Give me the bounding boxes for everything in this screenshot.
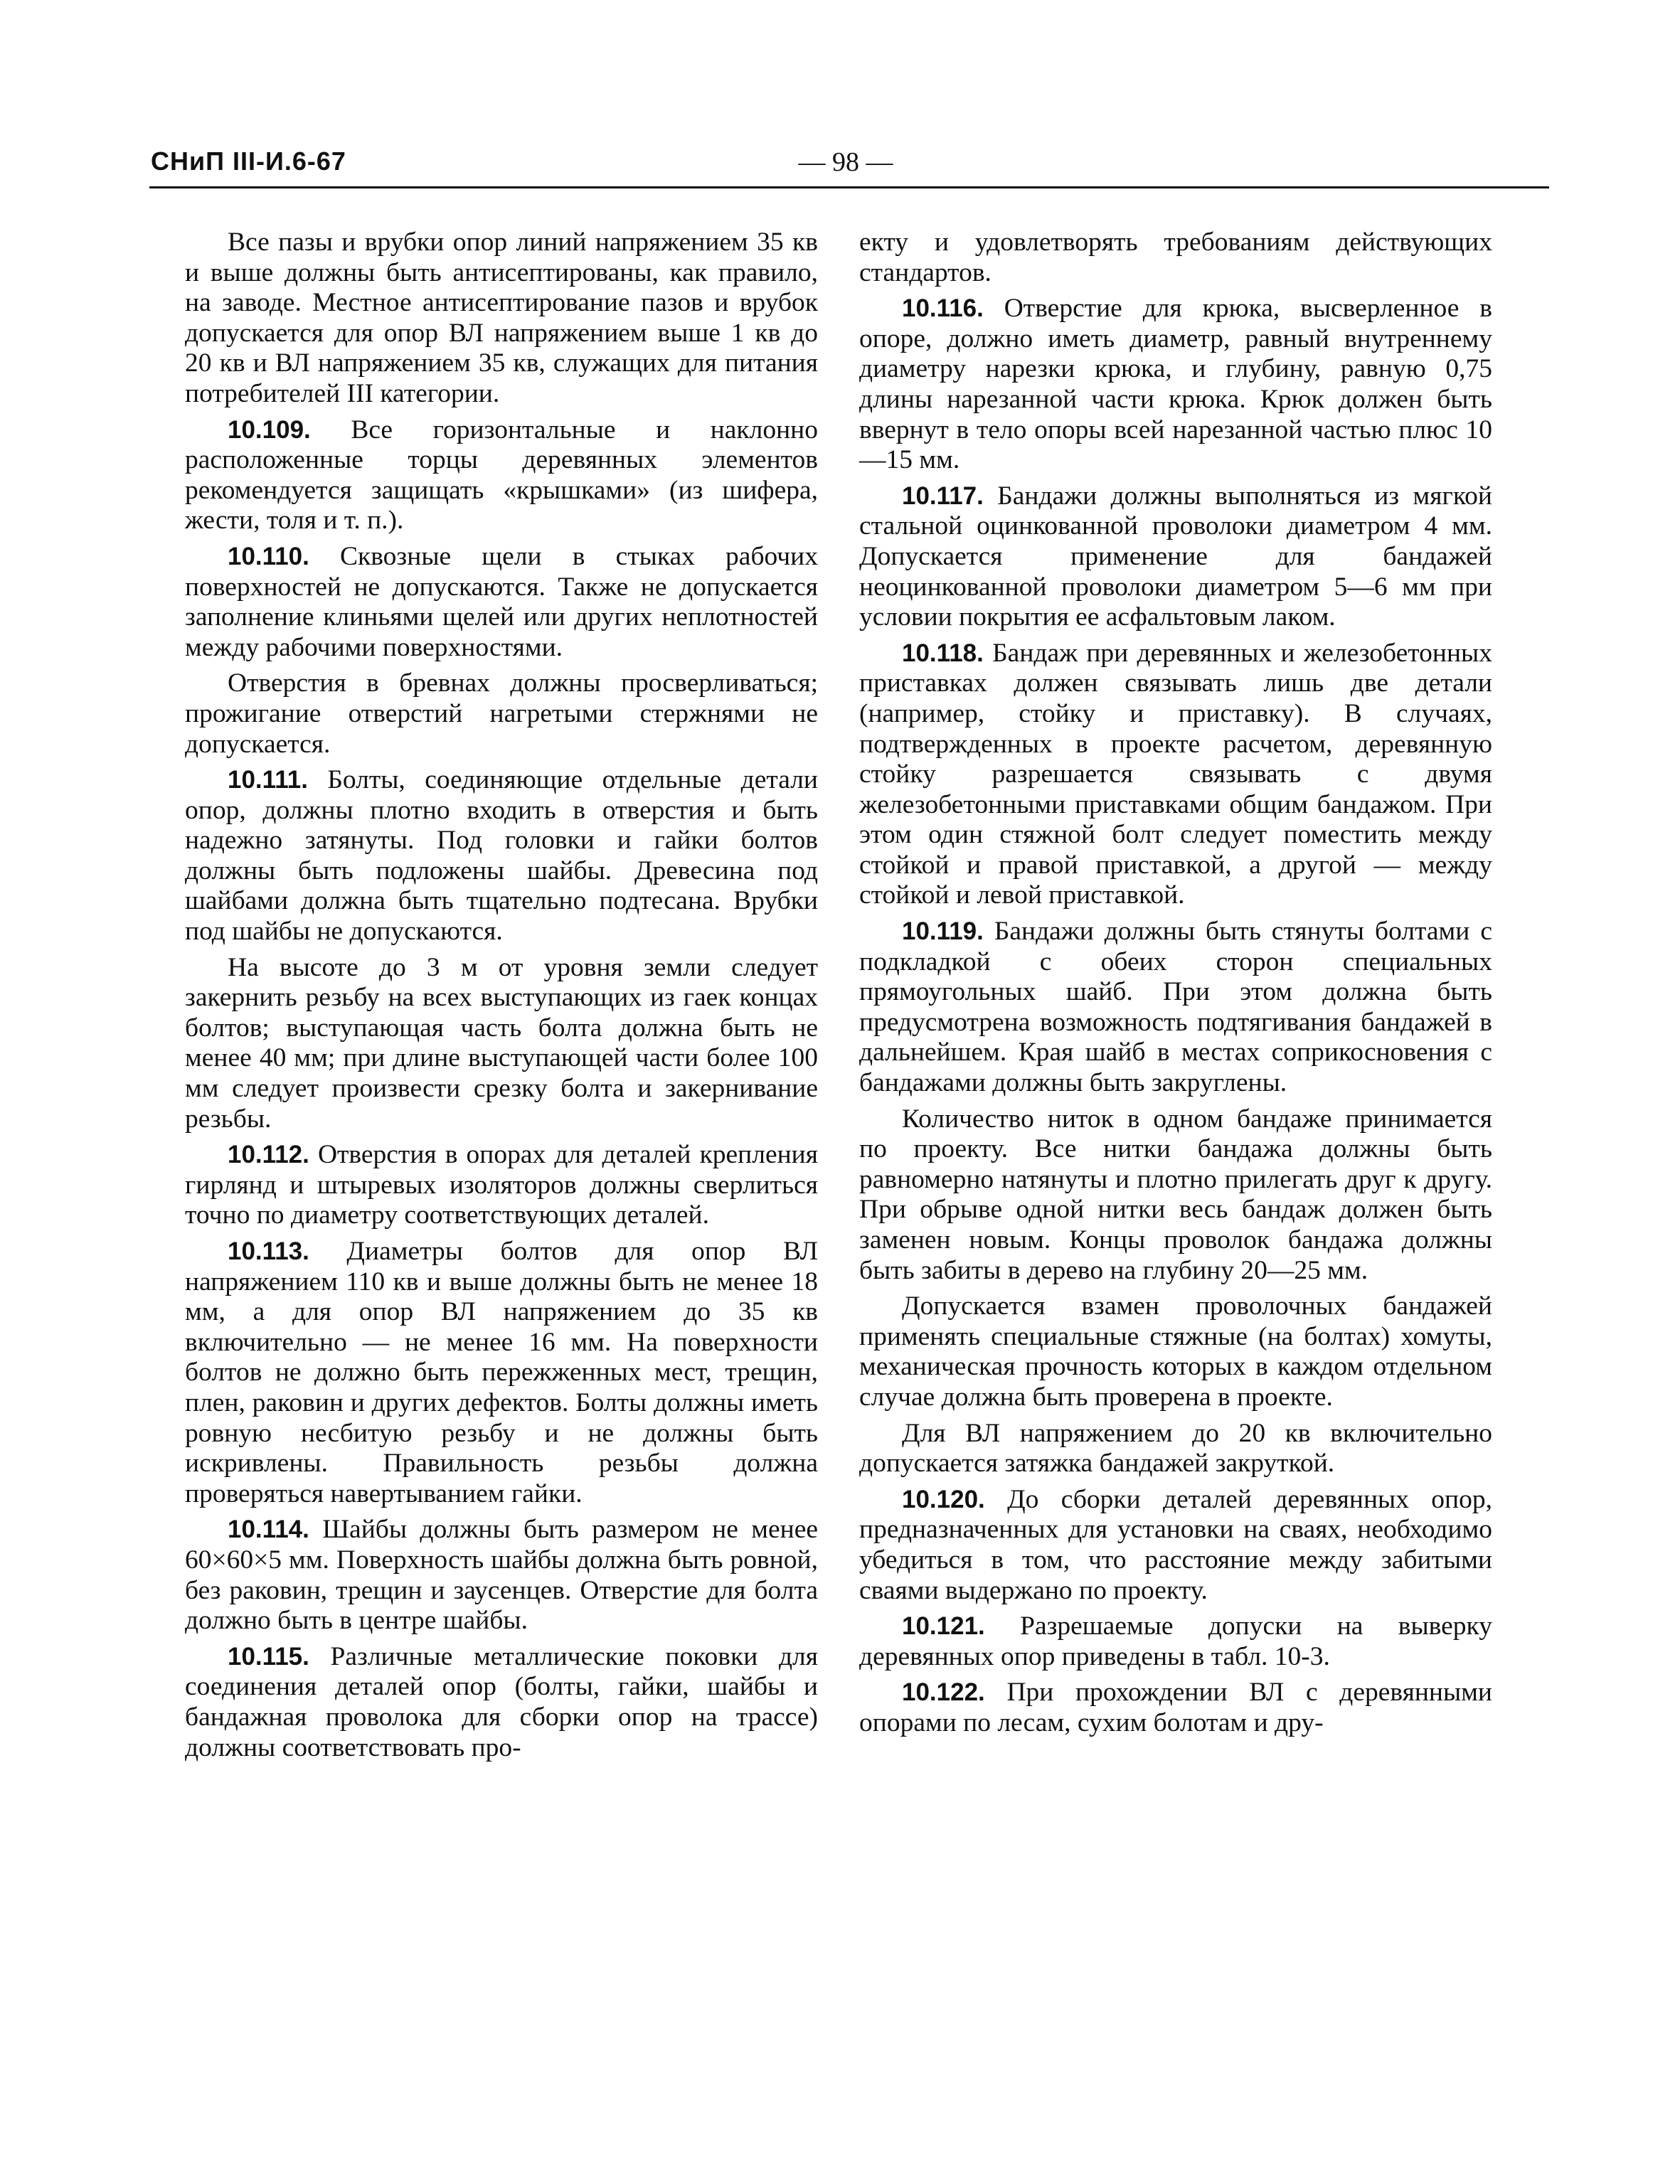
- clause-number: 10.109.: [228, 415, 311, 444]
- clause-number: 10.119.: [902, 917, 984, 946]
- clause-number: 10.110.: [228, 542, 309, 570]
- clause-number: 10.117.: [902, 481, 984, 510]
- left-column: [185, 228, 818, 1769]
- header-rule: [149, 186, 1549, 188]
- clause-number: 10.113.: [228, 1237, 309, 1265]
- paragraph: Все пазы и врубки опор линий напряжением 35 кв и выше должны быть антисептированы, как правило, на заводе. Местное антисептирование пазов и врубок допускается для опор ВЛ напряжением выше 1 кв до 20 кв и ВЛ напряжением 35 кв, служащих для питания потребителей III категории.: [185, 228, 818, 408]
- paragraph: екту и удовлетворять требованиям действующих стандартов.: [859, 228, 1492, 287]
- clause-number: 10.120.: [902, 1485, 985, 1513]
- paragraph: 10.113. Диаметры болтов для опор ВЛ напряжением 110 кв и выше должны быть не менее 18 мм, а для опор ВЛ напряжением до 35 кв включительно — не менее 16 мм. На поверхности болтов не должно быть пережженных мест, трещин, плен, раковин и других дефектов. Болты должны иметь ровную несбитую резьбу и не должны быть искривлены. Правильность резьбы должна проверяться навертыванием гайки.: [185, 1237, 818, 1508]
- page-number: — 98 —: [798, 147, 893, 177]
- paragraph: 10.117. Бандажи должны выполняться из мягкой стальной оцинкованной проволоки диаметром 4 мм. Допускается применение для бандажей неоцинкованной проволоки диаметром 5—6 мм при условии покрытия ее асфальтовым лаком.: [859, 481, 1492, 632]
- paragraph: 10.110. Сквозные щели в стыках рабочих поверхностей не допускаются. Также не допускается заполнение клиньями щелей или других неплотностей между рабочими поверхностями.: [185, 541, 818, 662]
- paragraph: Количество ниток в одном бандаже принимается по проекту. Все нитки бандажа должны быть равномерно натянуты и плотно прилегать друг к другу. При обрыве одной нитки весь бандаж должен быть заменен новым. Концы проволок бандажа должны быть забиты в дерево на глубину 20—25 мм.: [859, 1104, 1492, 1285]
- clause-number: 10.122.: [902, 1678, 985, 1707]
- right-column: [859, 228, 1492, 1744]
- paragraph: 10.120. До сборки деталей деревянных опор, предназначенных для установки на сваях, необходимо убедиться в том, что расстояние между забитыми сваями выдержано по проекту.: [859, 1484, 1492, 1605]
- clause-number: 10.118.: [902, 639, 984, 667]
- clause-number: 10.111.: [228, 766, 308, 794]
- paragraph: 10.121. Разрешаемые допуски на выверку деревянных опор приведены в табл. 10-3.: [859, 1612, 1492, 1671]
- paragraph: 10.114. Шайбы должны быть размером не менее 60×60×5 мм. Поверхность шайбы должна быть ровной, без раковин, трещин и заусенцев. Отверстие для болта должно быть в центре шайбы.: [185, 1515, 818, 1636]
- clause-number: 10.115.: [228, 1642, 309, 1671]
- paragraph: 10.119. Бандажи должны быть стянуты болтами с подкладкой с обеих сторон специальных прямоугольных шайб. При этом должна быть предусмотрена возможность подтягивания бандажей в дальнейшем. Края шайб в местах соприкосновения с бандажами должны быть закруглены.: [859, 917, 1492, 1098]
- paragraph: 10.122. При прохождении ВЛ с деревянными опорами по лесам, сухим болотам и дру-: [859, 1678, 1492, 1737]
- page-header: [142, 147, 1549, 189]
- paragraph: 10.115. Различные металлические поковки для соединения деталей опор (болты, гайки, шайбы и бандажная проволока для сборки опор на трассе) должны соответствовать про-: [185, 1641, 818, 1762]
- paragraph: Для ВЛ напряжением до 20 кв включительно допускается затяжка бандажей закруткой.: [859, 1418, 1492, 1479]
- clause-number: 10.114.: [228, 1516, 309, 1544]
- paragraph: 10.112. Отверстия в опорах для деталей крепления гирлянд и штыревых изоляторов должны сверлиться точно по диаметру соответствующих деталей.: [185, 1140, 818, 1230]
- document-code: СНиП III-И.6-67: [151, 147, 346, 176]
- clause-number: 10.116.: [902, 294, 984, 323]
- clause-number: 10.121.: [902, 1612, 985, 1641]
- paragraph: 10.109. Все горизонтальные и наклонно расположенные торцы деревянных элементов рекомендуется защищать «крышками» (из шифера, жести, толя и т. п.).: [185, 415, 818, 536]
- clause-number: 10.112.: [228, 1141, 309, 1169]
- paragraph: 10.111. Болты, соединяющие отдельные детали опор, должны плотно входить в отверстия и быть надежно затянуты. Под головки и гайки болтов должны быть подложены шайбы. Древесина под шайбами должна быть тщательно подтесана. Врубки под шайбы не допускаются.: [185, 765, 818, 947]
- paragraph: 10.118. Бандаж при деревянных и железобетонных приставках должен связывать лишь две детали (например, стойку и приставку). В случаях, подтвержденных в проекте расчетом, деревянную стойку разрешается связывать с двумя железобетонными приставками общим бандажом. При этом один стяжной болт следует поместить между стойкой и правой приставкой, а другой — между стойкой и левой приставкой.: [859, 638, 1492, 910]
- paragraph: 10.116. Отверстие для крюка, высверленное в опоре, должно иметь диаметр, равный внутреннему диаметру нарезки крюка, и глубину, равную 0,75 длины нарезанной части крюка. Крюк должен быть ввернут в тело опоры всей нарезанной частью плюс 10—15 мм.: [859, 294, 1492, 475]
- paragraph: Отверстия в бревнах должны просверливаться; прожигание отверстий нагретыми стержнями не допускается.: [185, 668, 818, 759]
- paragraph: Допускается взамен проволочных бандажей применять специальные стяжные (на болтах) хомуты, механическая прочность которых в каждом отдельном случае должна быть проверена в проекте.: [859, 1291, 1492, 1412]
- paragraph: На высоте до 3 м от уровня земли следует закернить резьбу на всех выступающих из гаек концах болтов; выступающая часть болта должна быть не менее 40 мм; при длине выступающей части более 100 мм следует произвести срезку болта и закернивание резьбы.: [185, 952, 818, 1134]
